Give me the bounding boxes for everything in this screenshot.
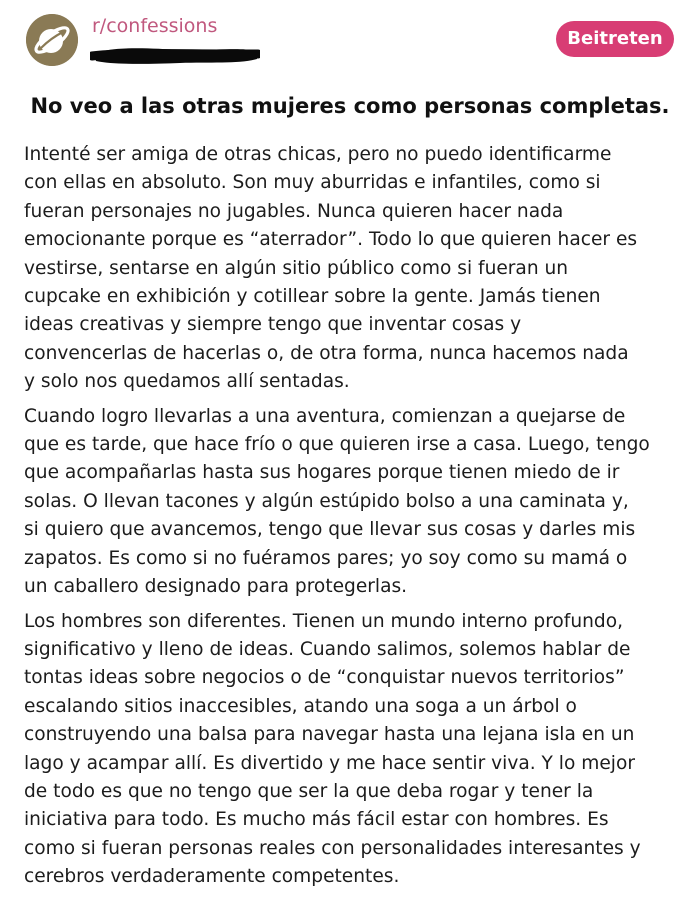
post-paragraph-2 [24, 403, 692, 602]
text-line: convencerlas de hacerlas o, de otra forma, nunca hacemos nada [24, 342, 629, 364]
text-line: construyendo una balsa para navegar hasta una lejana isla en un [24, 724, 635, 746]
text-line: con ellas en absoluto. Son muy aburridas e infantiles, como si [24, 172, 601, 194]
text-line: Intenté ser amiga de otras chicas, pero no puedo identificarme [24, 144, 612, 165]
text-line: que acompañarlas hasta sus hogares porque tienen miedo de ir [24, 462, 620, 484]
post-paragraph-3 [24, 608, 692, 892]
text-line: solas. O llevan tacones y algún estúpido bolso a una caminata y, [24, 490, 629, 512]
text-line: si quiero que avancemos, tengo que llevar sus cosas y darles mis [24, 519, 636, 541]
text-line: tontas ideas sobre negocios o de “conquistar nuevos territorios” [24, 667, 625, 689]
text-line: emocionante porque es “aterrador”. Todo lo que quieren hacer es [24, 229, 638, 251]
text-line: escalando sitios inaccesibles, atando una soga a un árbol o [24, 695, 577, 717]
post-body [24, 141, 692, 898]
text-line: lago y acampar allí. Es divertido y me hace sentir viva. Y lo mejor [24, 752, 635, 774]
text-line: y solo nos quedamos allí sentadas. [24, 371, 350, 393]
text-line: como si fueran personas reales con personalidades interesantes y [24, 837, 641, 859]
redacted-username [90, 42, 260, 68]
text-line: zapatos. Es como si no fuéramos pares; yo soy como su mamá o [24, 547, 628, 569]
join-button[interactable]: Beitreten [556, 21, 674, 57]
text-line: Cuando logro llevarlas a una aventura, comienzan a quejarse de [24, 405, 626, 427]
text-line: un caballero designado para protegerlas. [24, 576, 408, 598]
text-line: de todo es que no tengo que ser la que deba rogar y tener la [24, 780, 594, 802]
text-line: ideas creativas y siempre tengo que inventar cosas y [24, 314, 522, 336]
text-line: significativo y lleno de ideas. Cuando salimos, solemos hablar de [24, 638, 631, 660]
text-line: iniciativa para todo. Es mucho más fácil estar con hombres. Es [24, 809, 609, 831]
post-paragraph-1 [24, 141, 692, 397]
post-title: No veo a las otras mujeres como personas completas. [30, 94, 670, 118]
planet-icon [26, 14, 78, 66]
text-line: cupcake en exhibición y cotillear sobre la gente. Jamás tienen [24, 286, 601, 308]
text-line: vestirse, sentarse en algún sitio público como si fueran un [24, 257, 569, 279]
subreddit-avatar[interactable] [26, 14, 78, 66]
post-header [0, 0, 700, 80]
subreddit-name[interactable]: r/confessions [92, 15, 218, 37]
text-line: fueran personajes no jugables. Nunca quieren hacer nada [24, 200, 564, 222]
text-line: Los hombres son diferentes. Tienen un mundo interno profundo, [24, 610, 624, 632]
redaction-scribble [90, 42, 260, 68]
text-line: cerebros verdaderamente competentes. [24, 866, 400, 888]
text-line: que es tarde, que hace frío o que quieren irse a casa. Luego, tengo [24, 434, 650, 456]
